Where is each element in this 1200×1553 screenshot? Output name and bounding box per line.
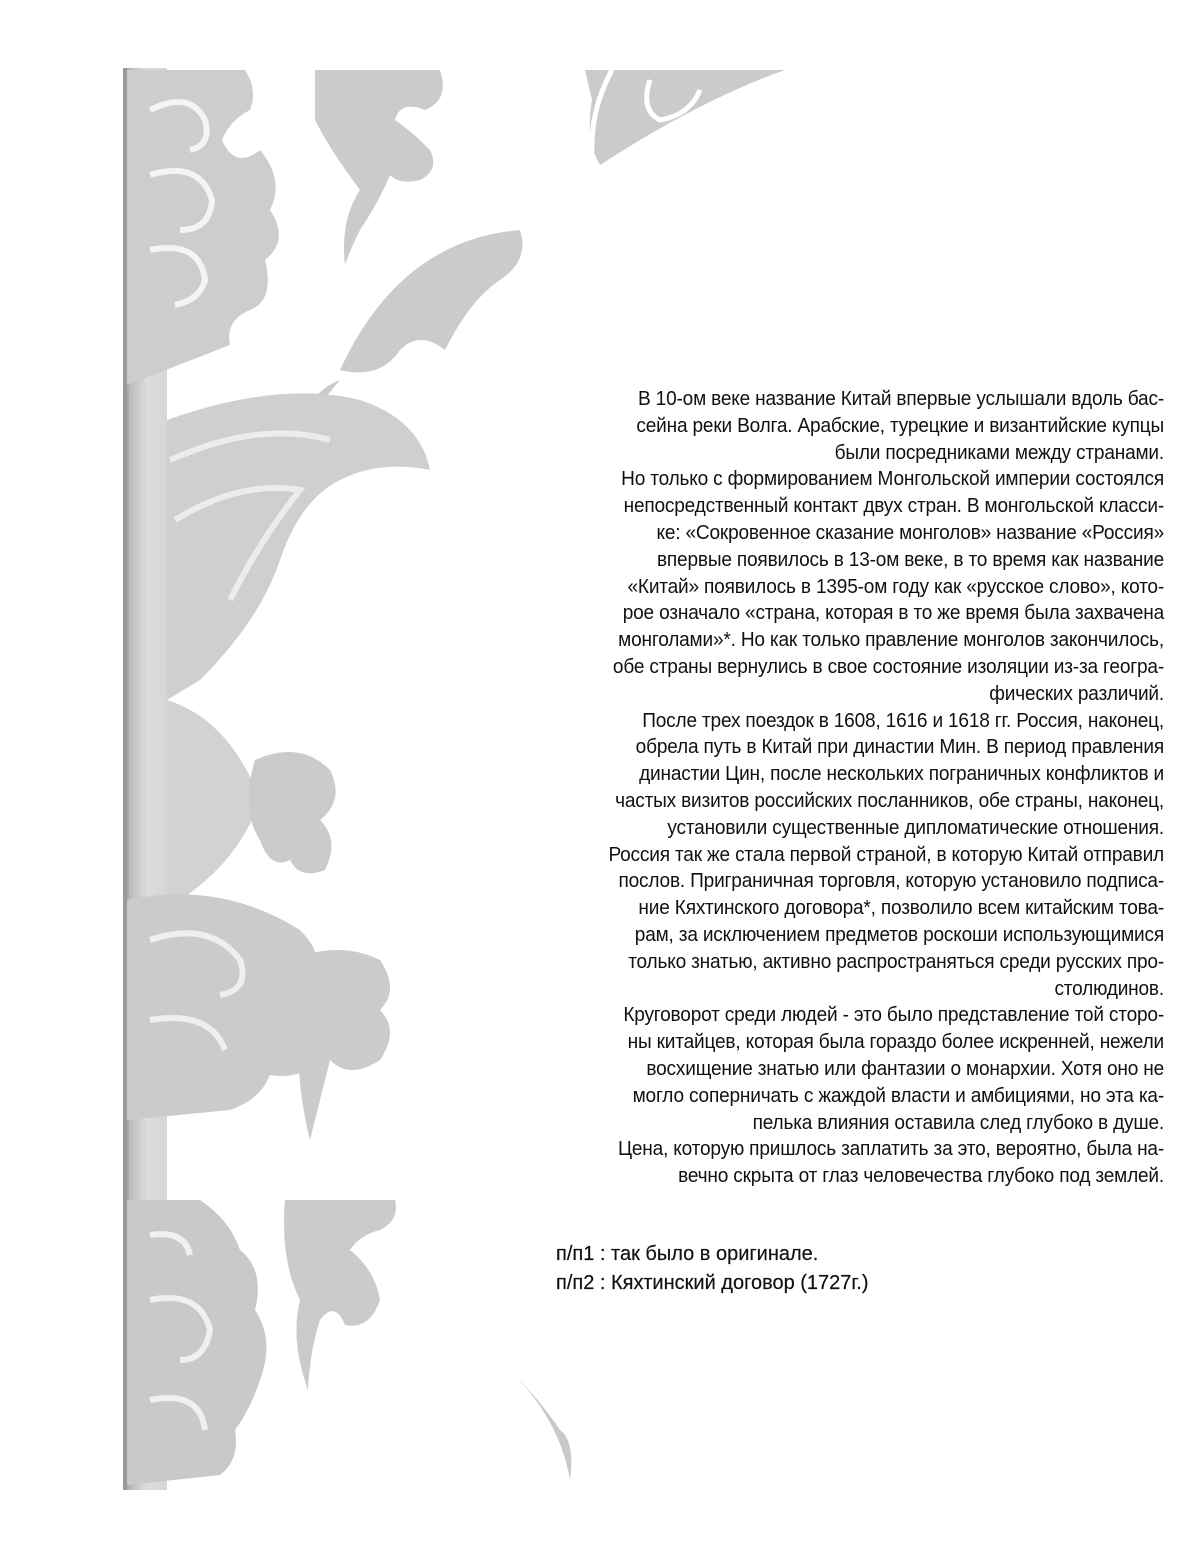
body-line: рое означало «страна, которая в то же время была захвачена xyxy=(622,601,1164,625)
sliver-ornament xyxy=(510,1370,571,1480)
body-line: обрела путь в Китай при династии Мин. В период правления xyxy=(635,735,1164,759)
body-line: были посредниками между странами. xyxy=(834,440,1164,464)
body-line: пелька влияния оставила след глубоко в душе. xyxy=(752,1110,1164,1134)
body-line: могло соперничать с жаждой власти и амбициями, но эта ка- xyxy=(632,1083,1164,1107)
arc-ornament xyxy=(585,70,785,165)
body-line: столюдинов. xyxy=(1054,976,1164,1000)
body-line: вечно скрыта от глаз человечества глубоко под землей. xyxy=(678,1164,1164,1188)
body-line: Цена, которую пришлось заплатить за это, вероятно, была на- xyxy=(617,1137,1164,1161)
body-line: сейна реки Волга. Арабские, турецкие и византийские купцы xyxy=(636,413,1164,437)
cloud-shape xyxy=(315,70,443,265)
footnote-2: п/п2 : Кяхтинский договор (1727г.) xyxy=(556,1272,869,1294)
body-line: восхищение знатью или фантазии о монархии. Хотя оно не xyxy=(646,1056,1164,1080)
ribbon-ornament xyxy=(167,393,430,700)
cloud-shape xyxy=(127,1200,266,1485)
body-line: После трех поездок в 1608, 1616 и 1618 гг. Россия, наконец, xyxy=(642,708,1164,732)
cloud-shape xyxy=(249,752,336,873)
footnote-1: п/п1 : так было в оригинале. xyxy=(556,1243,819,1265)
body-line: «Китай» появилось в 1395-ом году как «русское слово», кото- xyxy=(627,574,1164,598)
body-line: установили существенные дипломатические отношения. xyxy=(667,815,1164,839)
wave-ornament xyxy=(340,230,523,373)
body-line: Но только с формированием Монгольской империи состоялся xyxy=(621,467,1164,491)
body-line: непосредственный контакт двух стран. В монгольской класси- xyxy=(623,494,1164,518)
body-line: только знатью, активно распространяться среди русских про- xyxy=(628,949,1164,973)
body-line: ны китайцев, которая была гораздо более искренней, нежели xyxy=(627,1030,1164,1054)
article-body xyxy=(424,386,1164,1190)
body-line: монголами»*. Но как только правление монголов закончилось, xyxy=(618,628,1164,652)
cloud-shape xyxy=(284,1200,396,1390)
body-line: Россия так же стала первой страной, в которую Китай отправил xyxy=(608,842,1164,866)
body-line: династии Цин, после нескольких пограничных конфликтов и xyxy=(639,762,1164,786)
body-line: частых визитов российских посланников, обе страны, наконец, xyxy=(615,788,1164,812)
body-line: рам, за исключением предметов роскоши использующимися xyxy=(634,922,1164,946)
body-line: ке: «Сокровенное сказание монголов» название «Россия» xyxy=(656,520,1164,544)
body-line: послов. Приграничная торговля, которую установило подписа- xyxy=(618,869,1164,893)
body-line: Круговорот среди людей - это было представление той сторо- xyxy=(623,1003,1164,1027)
body-line: ние Кяхтинского договора*, позволило всем китайским това- xyxy=(638,896,1164,920)
ribbon-ornament xyxy=(167,700,260,905)
footnotes xyxy=(556,1240,869,1298)
body-line: впервые появилось в 13-ом веке, в то время как название xyxy=(656,547,1164,571)
cloud-shape xyxy=(287,950,390,1140)
body-line: фических различий. xyxy=(989,681,1164,705)
body-line: обе страны вернулись в свое состояние изоляции из-за геогра- xyxy=(612,654,1164,678)
body-line: В 10-ом веке название Китай впервые услышали вдоль бас- xyxy=(638,387,1164,410)
